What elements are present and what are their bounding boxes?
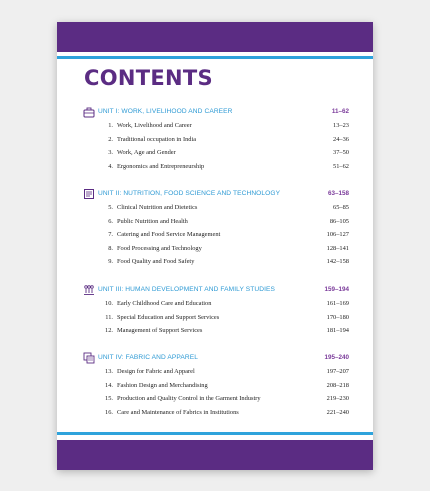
chapter-number: 2.: [108, 135, 113, 143]
unit-header: [83, 352, 349, 366]
chapter-title: Food Quality and Food Safety: [117, 258, 195, 265]
chapter-entry[interactable]: [83, 202, 349, 216]
contents-page: [57, 22, 373, 470]
unit-section: [83, 352, 349, 420]
chapter-number: 16.: [105, 408, 113, 416]
unit-page-range: 195–240: [324, 354, 349, 361]
chapter-title: Production and Quality Control in the Garment Industry: [117, 395, 261, 402]
chapter-pages: 65–85: [333, 204, 349, 211]
chapter-entry[interactable]: [83, 325, 349, 339]
chapter-pages: 86–105: [329, 217, 349, 225]
chapter-entry[interactable]: [83, 120, 349, 134]
page-title: CONTENTS: [84, 66, 213, 90]
chapter-pages: 181–194: [326, 327, 349, 334]
chapter-title: Care and Maintenance of Fabrics in Institutions: [117, 408, 239, 416]
chapter-pages: 170–180: [326, 313, 349, 321]
chapter-title: Early Childhood Care and Education: [117, 300, 212, 307]
chapter-number: 14.: [105, 381, 113, 389]
chapter-number: 15.: [105, 395, 113, 402]
chapter-entry[interactable]: [83, 312, 349, 326]
unit-title: UNIT III: HUMAN DEVELOPMENT AND FAMILY STUDIES: [98, 286, 276, 293]
bottom-purple-band: [57, 440, 373, 470]
chapter-entry[interactable]: [83, 134, 349, 148]
unit-page-range: 11–62: [331, 108, 349, 115]
chapter-entry[interactable]: [83, 393, 349, 407]
chapter-entry[interactable]: [83, 216, 349, 230]
chapter-title: Catering and Food Service Management: [117, 231, 221, 238]
chapter-pages: 13–23: [333, 122, 349, 129]
chapter-number: 11.: [105, 313, 113, 321]
unit-page-range: 159–194: [324, 286, 349, 293]
chapter-entry[interactable]: [83, 161, 349, 175]
chapter-title: Clinical Nutrition and Dietetics: [117, 204, 198, 211]
top-blue-rule: [57, 56, 373, 59]
chapter-number: 5.: [108, 204, 113, 211]
chapter-number: 10.: [105, 300, 113, 307]
chapter-entry[interactable]: [83, 243, 349, 257]
chapter-title: Food Processing and Technology: [117, 244, 202, 252]
chapter-title: Management of Support Services: [117, 327, 203, 334]
chapter-entry[interactable]: [83, 147, 349, 161]
chapter-entry[interactable]: [83, 298, 349, 312]
chapter-title: Ergonomics and Entrepreneurship: [117, 162, 205, 170]
unit-header: [83, 188, 349, 202]
unit-section: [83, 188, 349, 270]
chapter-pages: 197–207: [326, 368, 349, 375]
chapter-number: 9.: [108, 258, 113, 265]
chapter-pages: 24–36: [333, 135, 349, 143]
chapter-number: 13.: [105, 368, 113, 375]
chapter-title: Work, Age and Gender: [117, 149, 176, 156]
chapter-pages: 106–127: [326, 231, 349, 238]
unit-title: UNIT IV: FABRIC AND APPAREL: [98, 354, 199, 361]
chapter-pages: 51–62: [333, 162, 349, 170]
chapter-pages: 142–158: [326, 258, 349, 265]
chapter-pages: 208–218: [326, 381, 349, 389]
nutrition-icon: [83, 188, 95, 200]
chapter-number: 7.: [108, 231, 113, 238]
chapter-title: Work, Livelihood and Career: [117, 122, 192, 129]
chapter-title: Traditional occupation in India: [117, 135, 197, 143]
fabric-icon: [83, 352, 95, 364]
unit-title: UNIT I: WORK, LIVELIHOOD AND CAREER: [98, 108, 233, 115]
chapter-entry[interactable]: [83, 256, 349, 270]
chapter-number: 3.: [108, 149, 113, 156]
chapter-entry[interactable]: [83, 407, 349, 421]
chapter-pages: 161–169: [326, 300, 349, 307]
unit-section: [83, 106, 349, 174]
chapter-title: Public Nutrition and Health: [117, 217, 188, 225]
chapter-pages: 37–50: [333, 149, 349, 156]
work-briefcase-icon: [83, 106, 95, 118]
family-people-icon: [83, 284, 95, 296]
chapter-pages: 219–230: [326, 395, 349, 402]
unit-header: [83, 106, 349, 120]
chapter-pages: 128–141: [326, 244, 349, 252]
chapter-number: 6.: [108, 217, 113, 225]
chapter-number: 4.: [108, 162, 113, 170]
chapter-number: 12.: [105, 327, 113, 334]
chapter-entry[interactable]: [83, 229, 349, 243]
chapter-title: Fashion Design and Merchandising: [117, 381, 208, 389]
chapter-entry[interactable]: [83, 366, 349, 380]
chapter-number: 8.: [108, 244, 113, 252]
bottom-blue-rule: [57, 432, 373, 435]
unit-title: UNIT II: NUTRITION, FOOD SCIENCE AND TECHNOLOGY: [98, 190, 281, 197]
chapter-title: Design for Fabric and Apparel: [117, 368, 195, 375]
unit-page-range: 63–158: [327, 190, 349, 197]
chapter-title: Special Education and Support Services: [117, 313, 220, 321]
chapter-number: 1.: [108, 122, 113, 129]
unit-section: [83, 284, 349, 339]
chapter-pages: 221–240: [326, 408, 349, 416]
top-purple-band: [57, 22, 373, 52]
chapter-entry[interactable]: [83, 380, 349, 394]
unit-header: [83, 284, 349, 298]
